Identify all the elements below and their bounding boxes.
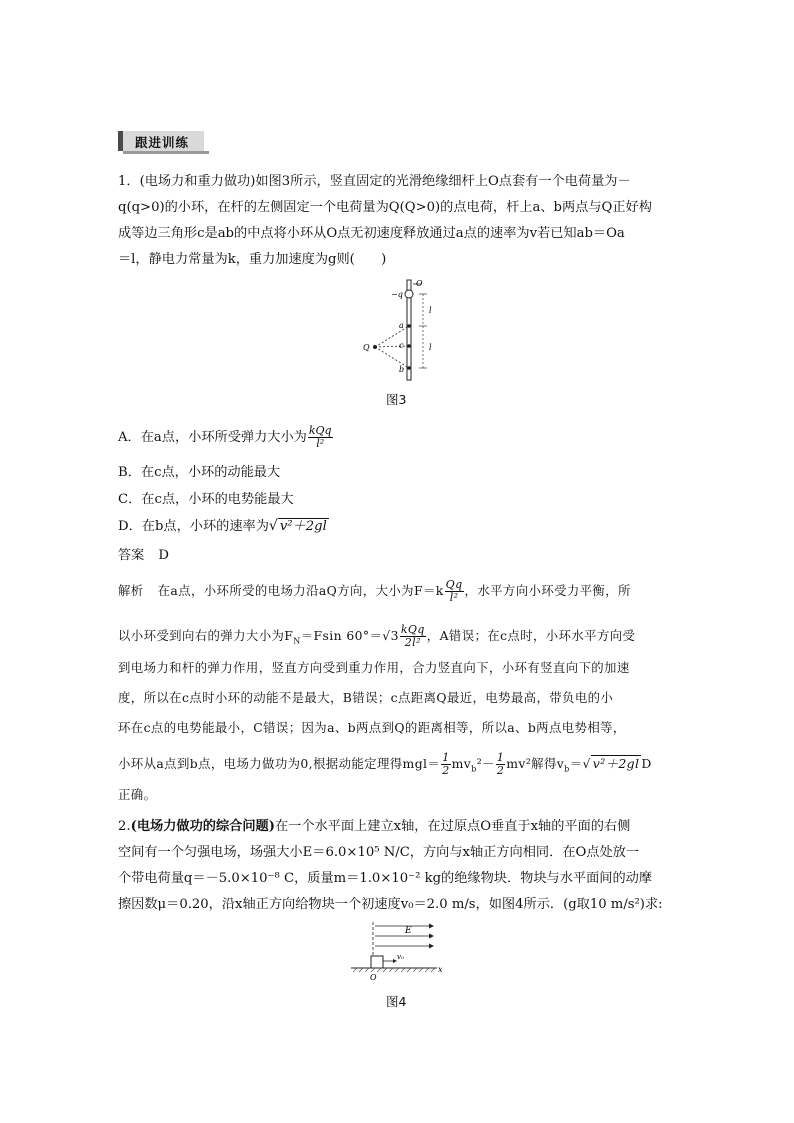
option-a-fraction [308, 425, 333, 450]
ring [405, 290, 413, 298]
q2-line-3: 个带电荷量q＝－5.0×10⁻⁸ C，质量m＝1.0×10⁻² kg的绝缘物块．物块与水平面间的动摩 [118, 871, 653, 886]
option-a [118, 425, 334, 450]
option-d [118, 515, 329, 534]
sol-l6-b: mv [451, 756, 472, 771]
option-d-text: D．在b点，小环的速率为 [118, 519, 269, 534]
sol-l6-f1-den: 2 [442, 764, 450, 777]
solution-line-4: 度，所以在c点时小环的动能不是最大，B错误；c点距离Q最近，电势最高，带负电的小 [118, 690, 614, 705]
figure-4-caption: 图4 [386, 994, 407, 1009]
solution-line-7: 正确。 [118, 787, 157, 802]
q2-number: 2. [118, 819, 131, 834]
field-arrow-2 [429, 934, 434, 939]
sol-l6-frac2 [496, 752, 505, 777]
label-l-2: l [429, 343, 432, 352]
field-arrow-1 [429, 924, 434, 929]
option-a-num: kQq [308, 424, 332, 437]
q2-line-1 [118, 815, 630, 834]
line-Qa [375, 326, 409, 347]
sol-l6-f2-num: 1 [496, 751, 505, 764]
section-header-label: 跟进训练 [135, 135, 190, 150]
sol-l6-f: D [641, 756, 652, 771]
sol-l2-num: kQq [400, 623, 425, 636]
q1-tag: (电场力和重力做功) [139, 174, 256, 189]
sol-l1-frac [445, 579, 464, 604]
sol-l6-a: 小环从a点到b点，电场力做功为0,根据动能定理得mgl＝ [118, 756, 441, 771]
sol-l6-sub: b [564, 764, 570, 774]
section-header-shadow [123, 151, 209, 154]
sol-l6-f2-den: 2 [496, 764, 505, 777]
section-header [118, 131, 204, 151]
sol-l2-c: ，A错误；在c点时，小环水平方向受 [426, 628, 636, 643]
label-v0: v₀ [397, 953, 404, 961]
label-l-1: l [429, 306, 432, 315]
option-b: B．在c点，小环的动能最大 [118, 465, 281, 480]
figure-3 [355, 276, 445, 382]
answer-line [118, 544, 169, 563]
q2-line-2: 空间有一个匀强电场，场强大小E＝6.0×10⁵ N/C，方向与x轴正方向相同．在O点处放一 [118, 845, 640, 860]
sol-l1-a: 在a点，小环所受的电场力沿aQ方向，大小为F＝k [157, 583, 444, 598]
sol-l2-sub: N [293, 636, 301, 646]
answer-value: D [158, 548, 169, 563]
solution-label: 解析 [118, 583, 144, 598]
label-a: a [399, 321, 404, 330]
line-Qc [375, 346, 409, 347]
q1-line-2: q(q>0)的小环，在杆的左侧固定一个电荷量为Q(Q>0)的点电荷，杆上a、b两点与Q正好构 [118, 200, 652, 215]
solution-line-3: 到电场力和杆的弹力作用，竖直方向受到重力作用，合力竖直向下，小环有竖直向下的加速 [118, 660, 630, 675]
label-x: x [438, 965, 443, 974]
q1-line-4: ＝l，静电力常量为k，重力加速度为g则( ) [118, 252, 387, 267]
sol-l6-sqrt-symbol: √ [582, 756, 591, 771]
ground-hatch [353, 968, 435, 972]
sol-l1-num: Qq [445, 578, 463, 591]
solution-line-6 [118, 752, 652, 777]
figure-3-caption: 图3 [386, 392, 407, 407]
q1-line-3: 成等边三角形c是ab的中点将小环从O点无初速度释放通过a点的速率为v若已知ab＝Oa [118, 226, 625, 241]
q2-tag: (电场力做功的综合问题) [130, 819, 275, 834]
sol-l2-den: 2l² [404, 636, 421, 649]
solution-line-5: 环在c点的电势能最小，C错误；因为a、b两点到Q的距离相等，所以a、b两点电势相等， [118, 720, 626, 735]
label-E: E [405, 926, 412, 936]
option-d-sqrt: v²＋2gl [279, 519, 327, 534]
q2-line-4: 擦因数μ＝0.20，沿x轴正方向给物块一个初速度v₀＝2.0 m/s，如图4所示．(g取10 m/s²)求: [118, 897, 663, 912]
sol-l6-f1-num: 1 [442, 751, 450, 764]
sol-l2-frac [400, 624, 426, 649]
label-b: b [399, 365, 405, 374]
sqrt-symbol: √ [268, 518, 278, 534]
q2-line1-text: 在一个水平面上建立x轴，在过原点O垂直于x轴的平面的右侧 [274, 819, 631, 834]
label-minus-q: −q [391, 290, 403, 299]
solution-line-2 [118, 624, 635, 649]
sol-l6-c: ²－ [476, 756, 495, 771]
solution-line-1 [118, 579, 631, 604]
label-O: O [416, 279, 423, 288]
option-a-den: l² [316, 437, 325, 450]
label-c: c [399, 341, 404, 350]
sol-l1-den: l² [449, 591, 459, 604]
q1-line1-text: 如图3所示，竖直固定的光滑绝缘细杆上O点套有一个电荷量为－ [255, 174, 631, 189]
sol-l6-b2: b [471, 764, 477, 774]
sol-l2-b: ＝Fsin 60°＝√3 [300, 628, 399, 643]
sol-l6-e: ＝ [569, 756, 583, 771]
sol-l1-b: ，水平方向小环受力平衡，所 [464, 583, 631, 598]
option-c: C．在c点，小环的电势能最大 [118, 492, 294, 507]
sol-l6-sqrt: v²＋2gl [592, 756, 640, 771]
field-arrow-3 [429, 944, 434, 949]
block [371, 956, 383, 968]
sol-l2-a: 以小环受到向右的弹力大小为F [118, 628, 294, 643]
label-origin: O [370, 973, 377, 982]
sol-l6-frac1 [441, 752, 450, 777]
q1-line-1 [118, 170, 631, 189]
figure-4 [345, 918, 449, 986]
sol-l6-d: mv²解得v [506, 756, 565, 771]
q1-number: 1． [118, 174, 140, 189]
answer-label: 答案 [118, 548, 145, 563]
label-Q: Q [363, 343, 370, 352]
option-a-text: A．在a点，小环所受弹力大小为 [118, 430, 307, 445]
